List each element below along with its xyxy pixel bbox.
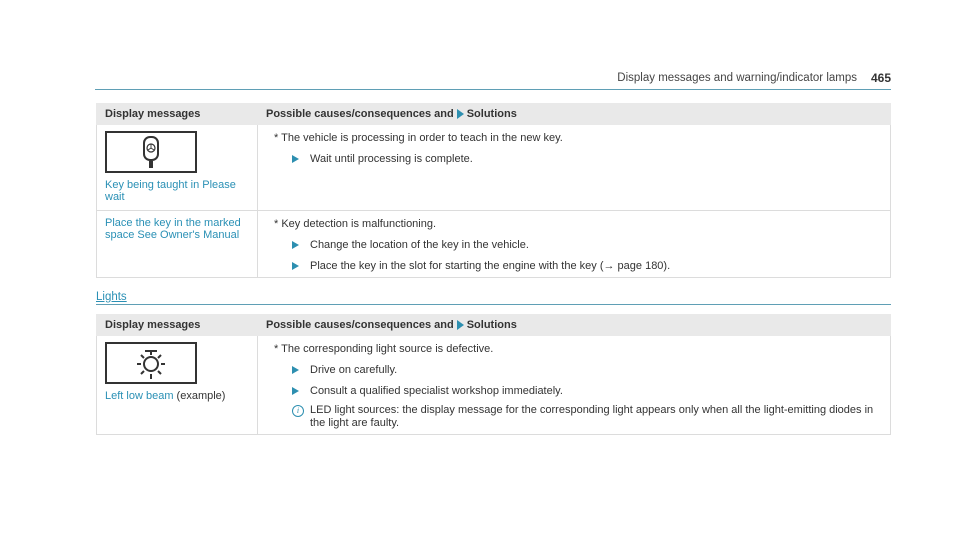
- section-title-lights: Lights: [96, 291, 127, 303]
- display-message-cell: [97, 211, 258, 278]
- display-message-cell: [97, 336, 258, 435]
- step-arrow-icon: [292, 366, 299, 374]
- cause-text: * Key detection is malfunctioning.: [274, 218, 437, 230]
- solution-step: Place the key in the slot for starting the engine with the key (→ page 180).: [266, 260, 882, 273]
- messages-table-lights: [96, 314, 891, 435]
- cause-text: * The vehicle is processing in order to teach in the new key.: [274, 132, 563, 144]
- solution-step: Drive on carefully.: [266, 364, 882, 377]
- display-message-suffix: (example): [173, 390, 226, 402]
- header-rule: [95, 89, 891, 90]
- col-header-display-messages: Display messages: [97, 315, 258, 336]
- table-row: [97, 336, 891, 435]
- step-arrow-icon: [292, 241, 299, 249]
- display-message-cell: [97, 125, 258, 211]
- bulb-failure-icon: [105, 342, 197, 384]
- info-icon: i: [292, 405, 304, 417]
- step-arrow-icon: [292, 262, 299, 270]
- step-arrow-icon: [292, 155, 299, 163]
- col-header-causes-solutions: [258, 315, 891, 336]
- running-title: Display messages and warning/indicator lamps: [617, 72, 857, 84]
- step-arrow-icon: [292, 387, 299, 395]
- col-header-solutions: Solutions: [466, 108, 517, 120]
- section-rule: [96, 304, 891, 305]
- page-number: 465: [870, 71, 891, 85]
- table-header-row: [97, 315, 891, 336]
- table-header-row: [97, 104, 891, 125]
- info-note: i LED light sources: the display message for the corresponding light appears only when all the light-emitting diodes in the light are faulty.: [266, 404, 882, 430]
- display-message-text: [105, 390, 249, 402]
- col-header-causes-solutions: [258, 104, 891, 125]
- solution-step: Change the location of the key in the vehicle.: [266, 239, 882, 252]
- causes-solutions-cell: [258, 336, 891, 435]
- display-message-text: Key being taught in Please wait: [105, 179, 236, 203]
- cause-text: * The corresponding light source is defective.: [274, 343, 494, 355]
- messages-table-key: [96, 103, 891, 278]
- table-row: [97, 125, 891, 211]
- solution-step: Consult a qualified specialist workshop immediately.: [266, 385, 882, 398]
- solution-step: Wait until processing is complete.: [266, 153, 882, 166]
- display-message-text: Place the key in the marked space See Owner's Manual: [105, 217, 241, 241]
- table-row: [97, 211, 891, 278]
- solution-arrow-icon: [457, 320, 464, 330]
- col-header-solutions: Solutions: [466, 319, 517, 331]
- col-header-causes: Possible causes/consequences and: [266, 319, 454, 331]
- solution-arrow-icon: [457, 109, 464, 119]
- key-in-slot-icon: [105, 131, 197, 173]
- causes-solutions-cell: [258, 125, 891, 211]
- col-header-display-messages: Display messages: [97, 104, 258, 125]
- causes-solutions-cell: [258, 211, 891, 278]
- col-header-causes: Possible causes/consequences and: [266, 108, 454, 120]
- display-message-name: Left low beam: [105, 390, 174, 402]
